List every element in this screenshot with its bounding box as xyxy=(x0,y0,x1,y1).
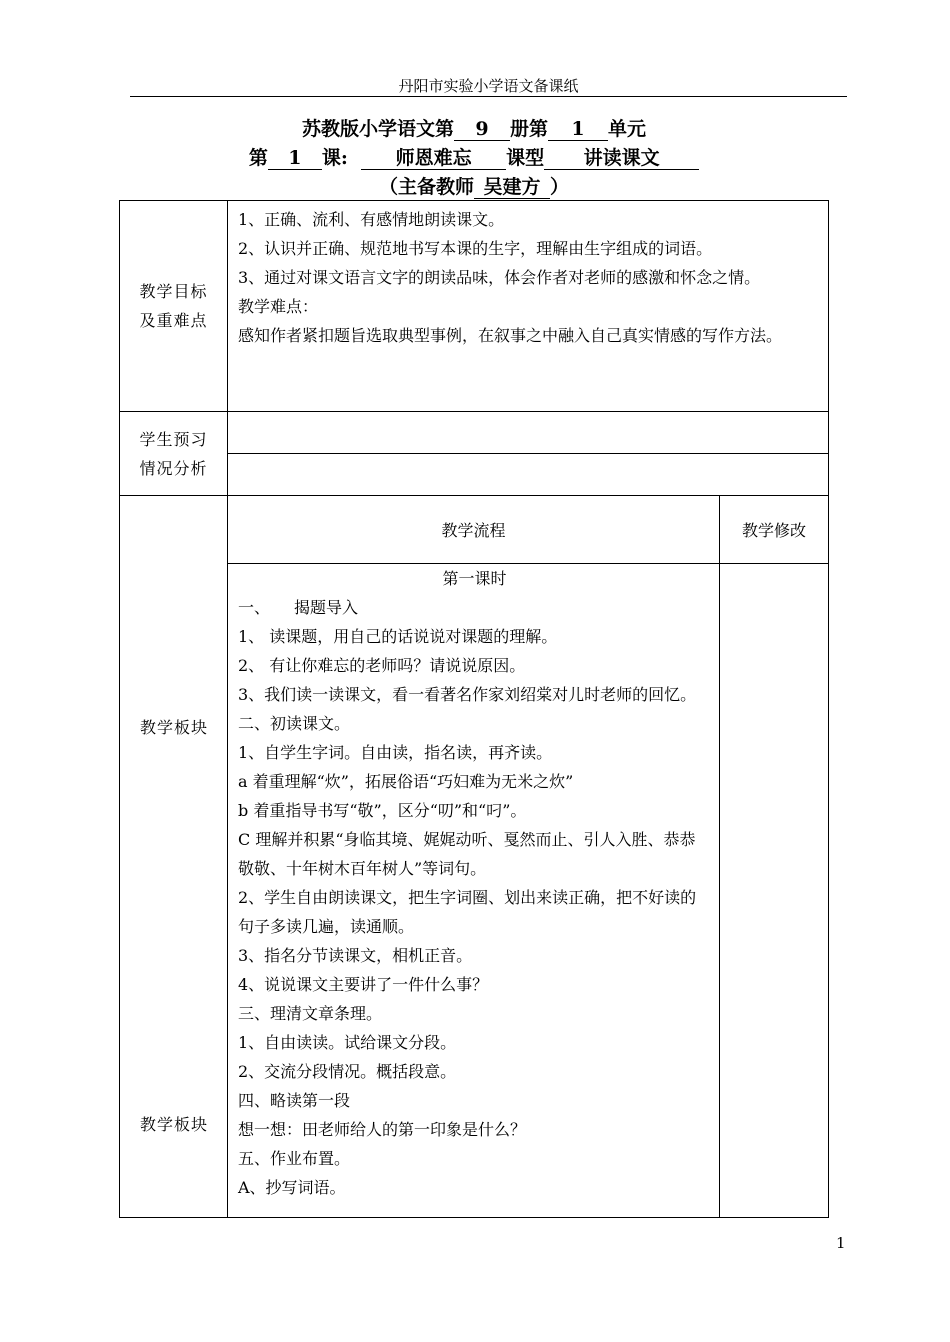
flow-line: 五、作业布置。 xyxy=(238,1149,351,1168)
flow-line: 二、初读课文。 xyxy=(238,714,351,733)
process-label-top: 教学板块 xyxy=(139,718,208,737)
process-header-row xyxy=(120,496,829,564)
revise-content xyxy=(720,564,829,1218)
flow-content xyxy=(228,564,720,1218)
title-prefix: 苏教版小学语文第 xyxy=(301,118,454,140)
lesson-mid: 课: xyxy=(321,147,348,169)
flow-line: 1、 读课题，用自己的话说说对课题的理解。 xyxy=(238,627,558,646)
page-number: 1 xyxy=(836,1234,846,1252)
flow-line: 2、 有让你难忘的老师吗？请说说原因。 xyxy=(238,656,526,675)
goals-label: 教学目标 及重难点 xyxy=(120,201,228,412)
title-line-2 xyxy=(120,145,828,171)
header-rule xyxy=(130,96,847,97)
lesson-prefix: 第 xyxy=(248,147,268,169)
lesson-name: 师恩难忘 xyxy=(361,147,506,170)
flow-line: 4、说说课文主要讲了一件什么事？ xyxy=(238,975,489,994)
process-label-bottom: 教学板块 xyxy=(139,1115,208,1134)
flow-line: 四、略读第一段 xyxy=(238,1091,351,1110)
flow-line: 一、 揭题导入 xyxy=(238,598,359,617)
page-header: 丹阳市实验小学语文备课纸 xyxy=(398,77,579,95)
session-title: 第一课时 xyxy=(442,569,507,588)
volume-number: 9 xyxy=(454,118,510,141)
goals-content xyxy=(228,201,829,412)
flow-line: 1、自学生字词。自由读，指名读，再齐读。 xyxy=(238,743,553,762)
flow-line: 三、理清文章条理。 xyxy=(238,1004,383,1023)
lesson-number: 1 xyxy=(268,147,322,170)
lesson-type: 讲读课文 xyxy=(544,147,699,170)
flow-column-header: 教学流程 xyxy=(228,496,720,564)
difficulty-line: 感知作者紧扣题旨选取典型事例，在叙事之中融入自己真实情感的写作方法。 xyxy=(238,326,783,345)
flow-line: A、抄写词语。 xyxy=(238,1178,346,1197)
goal-line: 2、认识并正确、规范地书写本课的生字，理解由生字组成的词语。 xyxy=(238,239,713,258)
flow-line: C 理解并积累“身临其境、娓娓动听、戛然而止、引人入胜、恭恭敬敬、十年树木百年树人”等词句。 xyxy=(238,830,696,878)
title-line-3 xyxy=(120,174,828,200)
title-suffix: 单元 xyxy=(608,118,647,140)
flow-line: 3、指名分节读课文，相机正音。 xyxy=(238,946,473,965)
difficulty-heading: 教学难点： xyxy=(238,297,319,316)
flow-line: a 着重理解“炊”，拓展俗语“巧妇难为无米之炊” xyxy=(238,772,574,791)
title-line-1 xyxy=(120,116,828,142)
goals-row xyxy=(120,201,829,412)
unit-number: 1 xyxy=(548,118,608,141)
flow-line: 2、交流分段情况。概括段意。 xyxy=(238,1062,457,1081)
goal-line: 1、正确、流利、有感情地朗读课文。 xyxy=(238,210,505,229)
flow-line: 3、我们读一读课文，看一看著名作家刘绍棠对儿时老师的回忆。 xyxy=(238,685,697,704)
teacher-open: （主备教师 xyxy=(378,176,474,198)
goal-line: 3、通过对课文语言文字的朗读品味，体会作者对老师的感激和怀念之情。 xyxy=(238,268,761,287)
flow-line: b 着重指导书写“敬”，区分“叨”和“叼”。 xyxy=(238,801,527,820)
teacher-close: ） xyxy=(550,176,570,198)
flow-line: 想一想：田老师给人的第一印象是什么？ xyxy=(238,1120,527,1139)
revise-column-header: 教学修改 xyxy=(720,496,829,564)
preview-cell-1 xyxy=(228,412,829,454)
preview-row xyxy=(120,412,829,454)
process-label-cell xyxy=(120,496,228,1218)
lesson-type-label: 课型 xyxy=(506,147,545,169)
preview-label: 学生预习 情况分析 xyxy=(120,412,228,496)
flow-line: 1、自由读读。试给课文分段。 xyxy=(238,1033,457,1052)
teacher-name: 吴建方 xyxy=(474,176,550,199)
preview-cell-2 xyxy=(228,454,829,496)
title-mid: 册第 xyxy=(509,118,548,140)
flow-line: 2、学生自由朗读课文，把生字词圈、划出来读正确，把不好读的句子多读几遍，读通顺。 xyxy=(238,888,697,936)
lesson-plan-table xyxy=(119,200,829,1218)
